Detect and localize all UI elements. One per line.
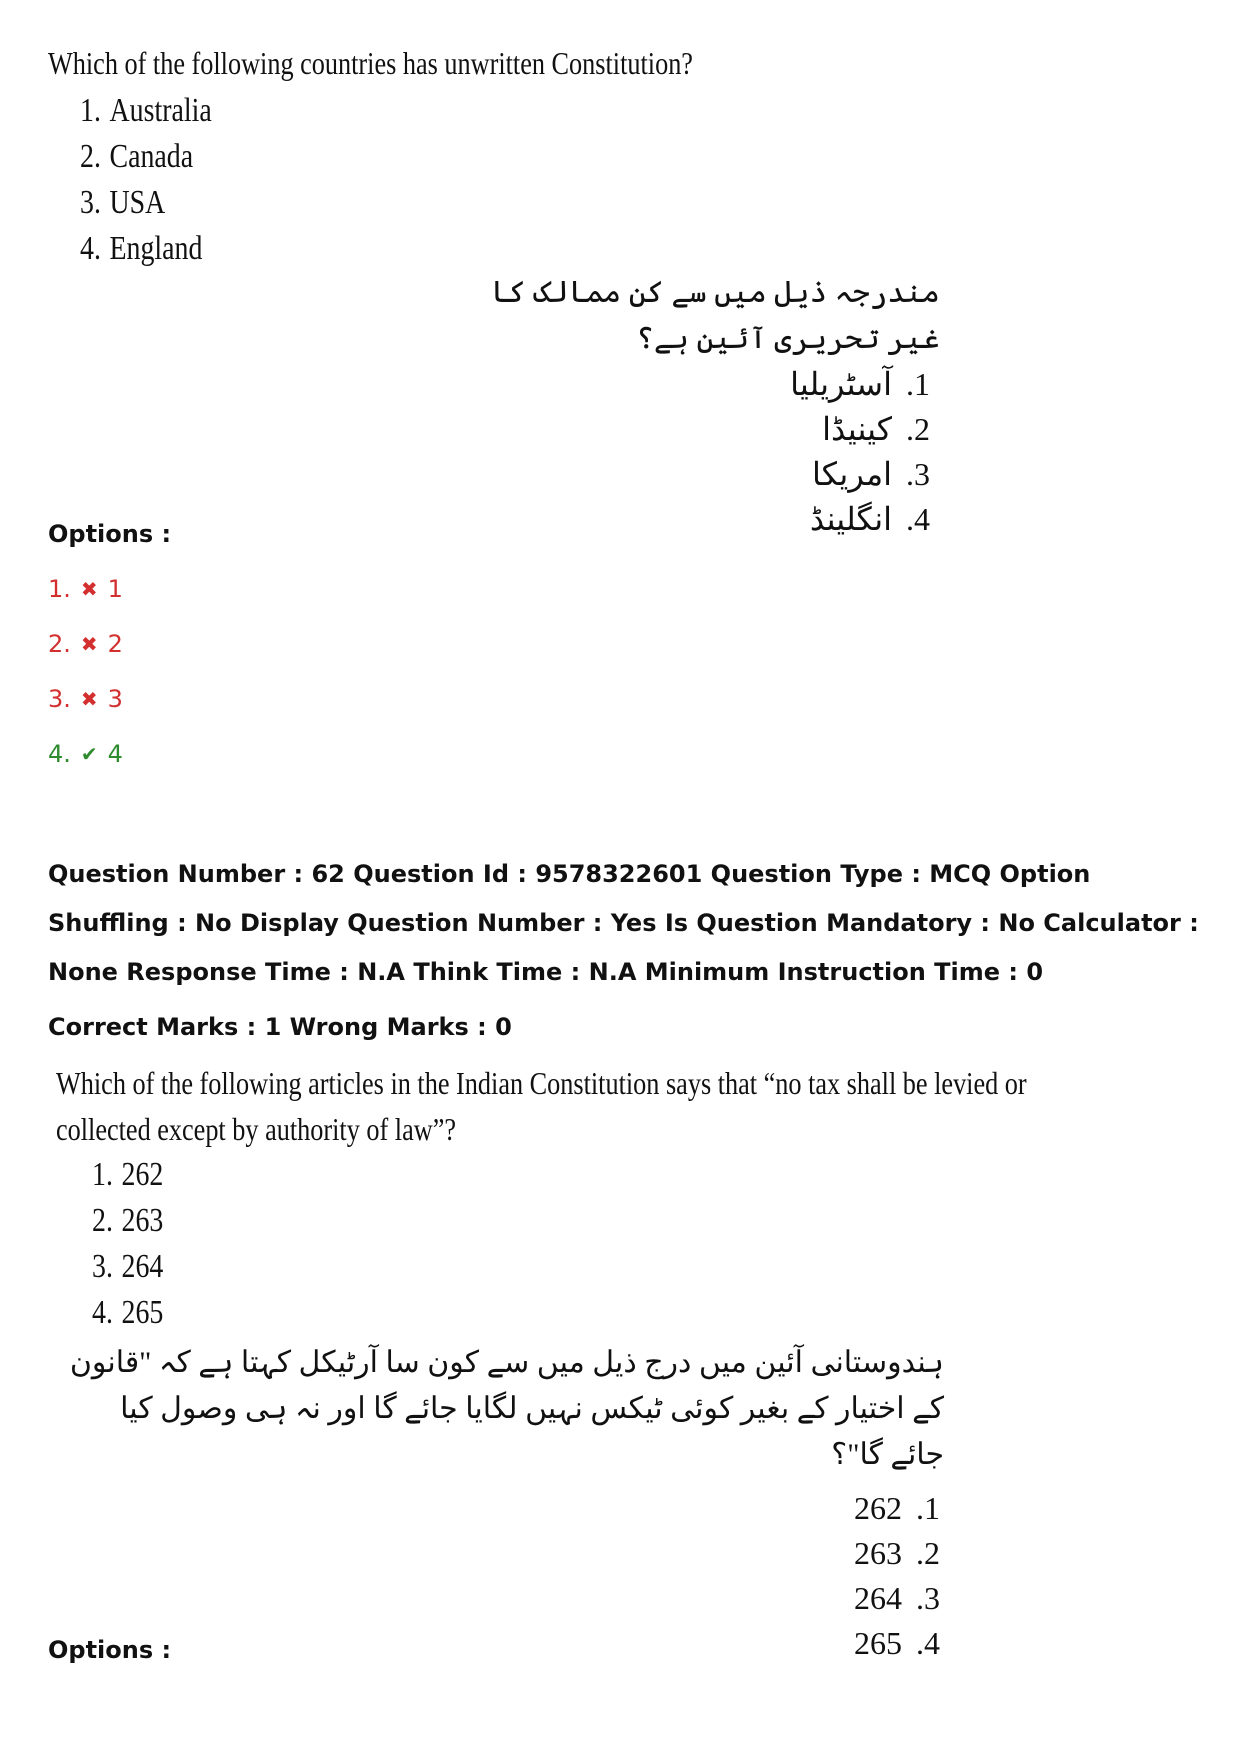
q1-urdu-block — [470, 270, 940, 542]
q1-option-ur: 3.امریکا — [811, 456, 930, 492]
check-icon: ✔ — [80, 742, 98, 766]
q1-option-ur: 2.کینیڈا — [822, 411, 930, 447]
q1-urdu-options — [470, 362, 940, 542]
q1-question-text: Which of the following countries has unwritten Constitution? — [48, 45, 693, 81]
q2-question-text-line1: Which of the following articles in the Indian Constitution says that “no tax shall be levied or — [56, 1065, 1027, 1101]
options-label: Options : — [48, 1636, 172, 1664]
answer-option: 3. ✖ 3 — [48, 685, 123, 713]
q2-option-en: 1. 262 — [92, 1156, 164, 1193]
q2-option-ur: 4.265 — [854, 1625, 940, 1661]
q2-option-ur: 1.262 — [854, 1490, 940, 1526]
q2-urdu-block — [64, 1340, 944, 1666]
q1-urdu-text: مندرجہ ذیل میں سے کن ممالک کا غیر تحریری آئین ہے؟ — [490, 276, 940, 355]
wrong-icon: ✖ — [80, 632, 98, 656]
answer-option: 1. ✖ 1 — [48, 575, 123, 603]
options-label: Options : — [48, 520, 172, 548]
q2-option-en: 4. 265 — [92, 1294, 164, 1331]
q2-english-options — [92, 1152, 1240, 1336]
q1-option-ur: 4.انگلینڈ — [809, 501, 930, 537]
q1-option-en: 1. Australia — [80, 92, 212, 129]
wrong-icon: ✖ — [80, 577, 98, 601]
question-marks: Correct Marks : 1 Wrong Marks : 0 — [48, 1013, 512, 1041]
answer-option-correct: 4. ✔ 4 — [48, 740, 123, 768]
q2-english-block — [56, 1060, 1240, 1336]
wrong-icon: ✖ — [80, 687, 98, 711]
q2-option-ur: 2.263 — [854, 1535, 940, 1571]
answer-option: 2. ✖ 2 — [48, 630, 123, 658]
q1-option-en: 3. USA — [80, 184, 166, 221]
q2-option-en: 3. 264 — [92, 1248, 164, 1285]
q1-english-block — [48, 40, 835, 272]
q2-question-text-line2: collected except by authority of law”? — [56, 1111, 456, 1147]
q1-option-ur: 1.آسٹریلیا — [790, 366, 930, 402]
q2-urdu-options — [64, 1486, 944, 1666]
q1-english-options — [80, 88, 835, 272]
q1-option-en: 4. England — [80, 230, 203, 267]
q1-option-en: 2. Canada — [80, 138, 194, 175]
q2-option-ur: 3.264 — [854, 1580, 940, 1616]
question-metadata: Question Number : 62 Question Id : 9578322601 Question Type : MCQ Option Shuffling : No Display Question Number : Yes Is Question Mandatory : No Calculator : None Response Time : N.A Think Time : N.A Minimum Instruction Time : 0 — [48, 860, 1199, 986]
q2-urdu-text: ہندوستانی آئین میں درج ذیل میں سے کون سا آرٹیکل کہتا ہے کہ "قانون کے اختیار کے بغیر کوئی ٹیکس نہیں لگایا جائے گا اور نہ ہی وصول کیا جائے گا"؟ — [69, 1346, 944, 1471]
q2-option-en: 2. 263 — [92, 1202, 164, 1239]
